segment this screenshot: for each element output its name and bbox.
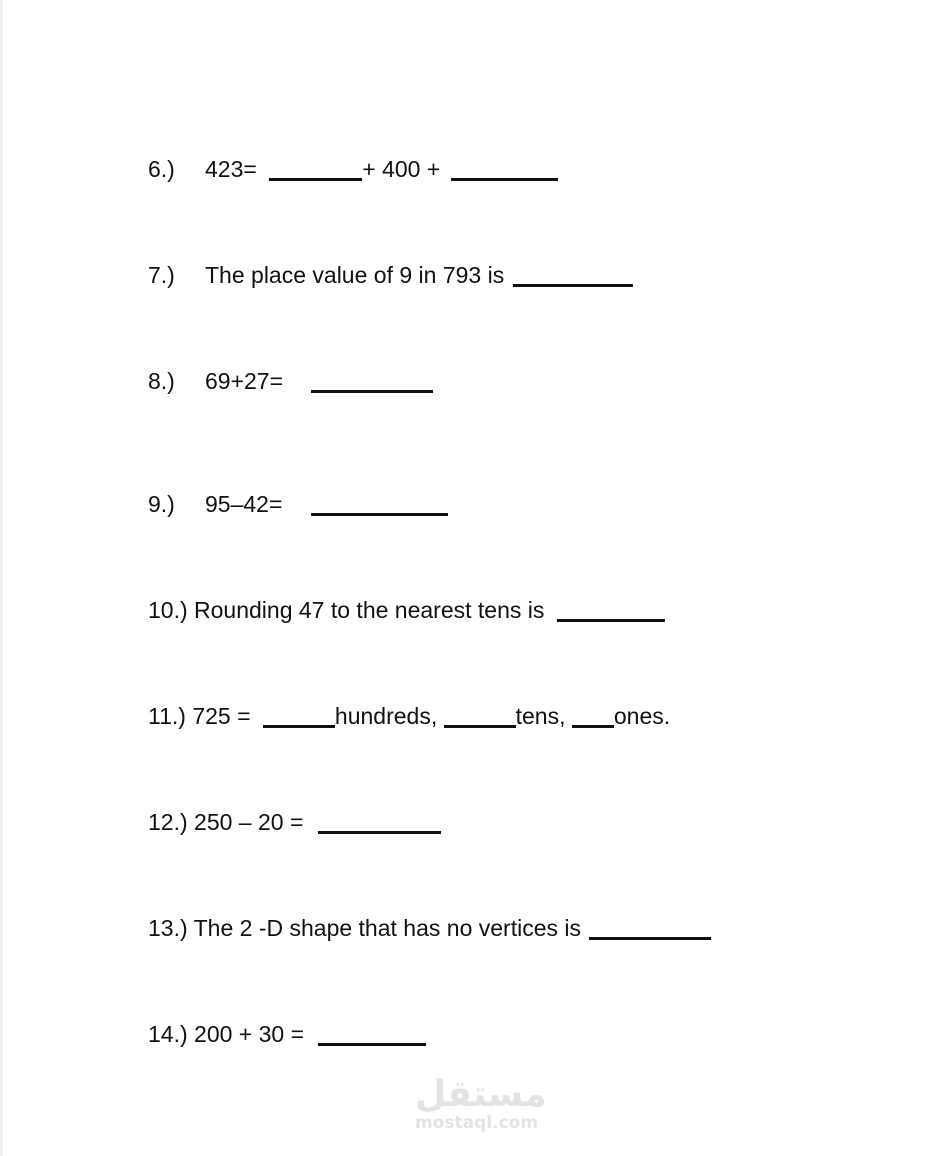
question-7 xyxy=(148,261,633,289)
question-number: 13.) xyxy=(148,915,188,941)
question-text: + 400 + xyxy=(362,156,441,182)
answer-blank-ones[interactable] xyxy=(572,705,614,728)
question-text: Rounding 47 to the nearest tens is xyxy=(194,597,545,623)
question-10 xyxy=(148,596,665,624)
answer-blank-2[interactable] xyxy=(451,158,558,181)
answer-blank-hundreds[interactable] xyxy=(263,705,335,728)
question-12 xyxy=(148,808,441,836)
question-number: 6.) xyxy=(148,156,175,182)
question-text: The place value of 9 in 793 is xyxy=(205,262,505,288)
question-text: 423= xyxy=(205,156,257,182)
watermark-logo: مستقل xyxy=(415,1074,547,1115)
question-9 xyxy=(148,490,448,518)
question-text: tens, xyxy=(515,703,566,729)
question-number: 14.) xyxy=(148,1021,188,1047)
answer-blank-1[interactable] xyxy=(269,158,362,181)
page-edge xyxy=(0,0,3,1156)
answer-blank[interactable] xyxy=(311,370,433,393)
watermark xyxy=(415,1074,547,1133)
question-text: 69+27= xyxy=(205,368,284,394)
question-8 xyxy=(148,367,433,395)
question-11 xyxy=(148,702,670,730)
answer-blank[interactable] xyxy=(318,811,441,834)
question-number: 7.) xyxy=(148,262,175,288)
question-6 xyxy=(148,155,558,183)
question-text: 95–42= xyxy=(205,491,283,517)
watermark-domain: mostaql.com xyxy=(415,1113,539,1133)
question-14 xyxy=(148,1020,426,1048)
question-text: 250 – 20 = xyxy=(194,809,304,835)
question-text: 725 = xyxy=(192,703,251,729)
question-text: The 2 -D shape that has no vertices is xyxy=(193,915,581,941)
question-number: 9.) xyxy=(148,491,175,517)
answer-blank[interactable] xyxy=(318,1023,426,1046)
question-text: hundreds, xyxy=(334,703,438,729)
question-text: 200 + 30 = xyxy=(194,1021,305,1047)
answer-blank[interactable] xyxy=(311,493,448,516)
question-number: 10.) xyxy=(148,597,188,623)
question-number: 12.) xyxy=(148,809,188,835)
answer-blank[interactable] xyxy=(557,599,665,622)
question-text: ones. xyxy=(613,703,671,729)
answer-blank[interactable] xyxy=(513,264,633,287)
question-13 xyxy=(148,914,711,942)
question-number: 8.) xyxy=(148,368,175,394)
question-number: 11.) xyxy=(148,703,186,729)
answer-blank[interactable] xyxy=(589,917,711,940)
answer-blank-tens[interactable] xyxy=(444,705,516,728)
